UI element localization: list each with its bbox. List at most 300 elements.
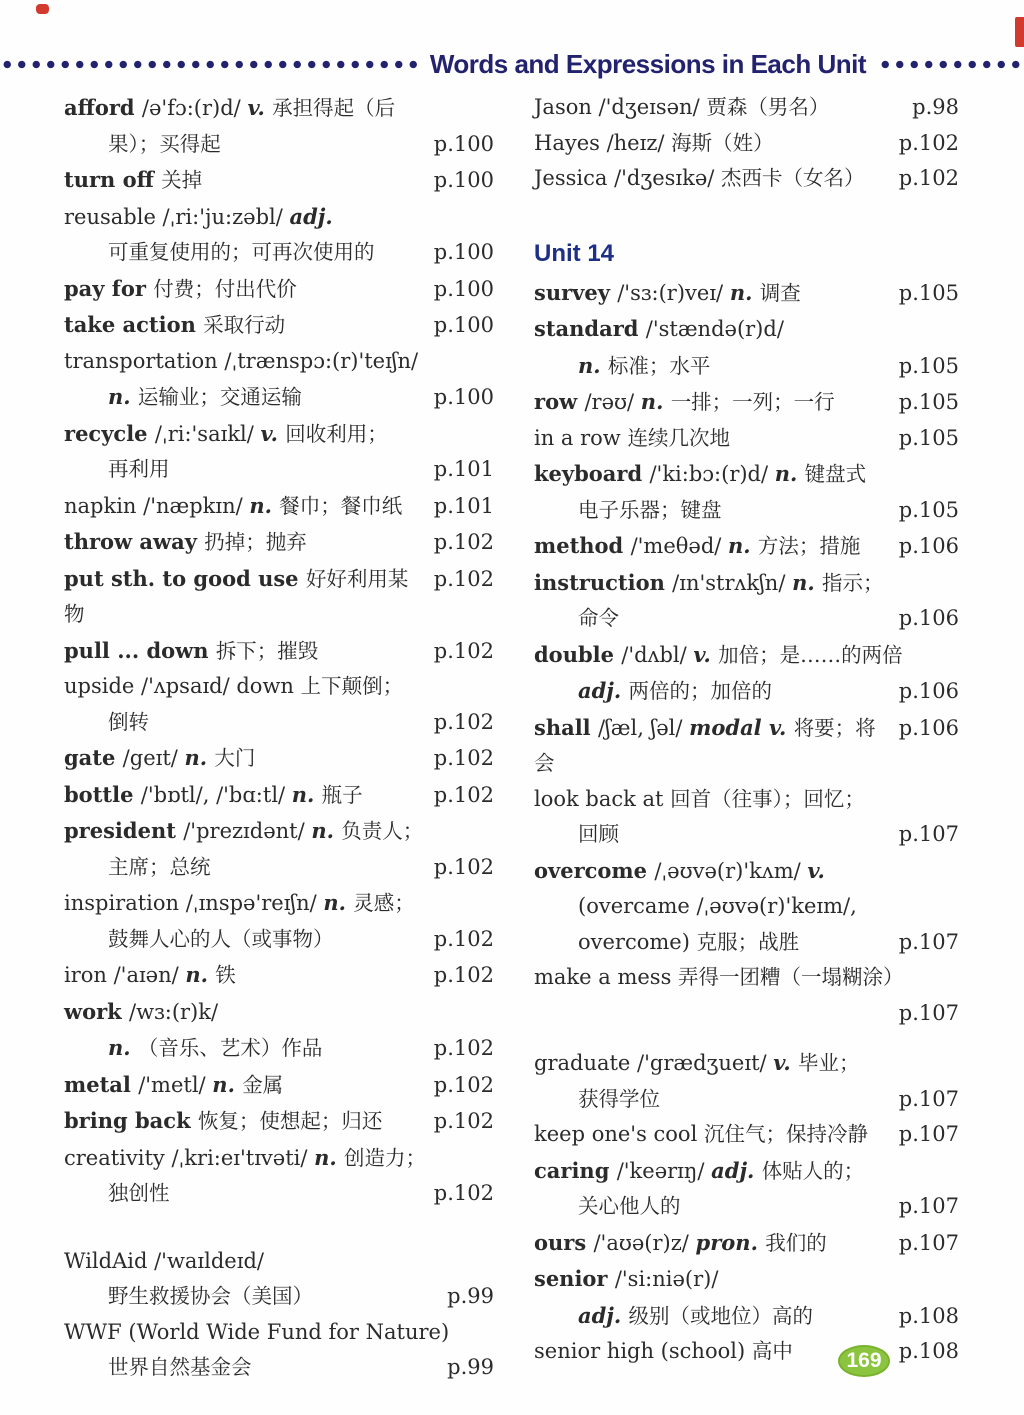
- chinese-gloss: 负责人；: [341, 819, 424, 843]
- entry-line: [64, 1244, 494, 1280]
- pos-label: n.: [184, 745, 215, 770]
- headword: throw away: [64, 529, 205, 554]
- headword: president: [64, 818, 184, 843]
- entry-line: [534, 1298, 959, 1335]
- page-ref: p.107: [898, 1194, 959, 1218]
- entry-content: [534, 493, 893, 529]
- page-ref: p.106: [898, 534, 959, 558]
- headword: take action: [64, 312, 204, 337]
- entry-text: /'prezɪdənt/: [183, 819, 312, 843]
- entry-content: [534, 384, 893, 421]
- chinese-gloss: 级别（或地位）高的: [628, 1303, 814, 1328]
- entry-text: /ˌri:'saɪkl/: [154, 421, 261, 446]
- entry-line: [64, 235, 494, 271]
- entry-content: [64, 1244, 494, 1280]
- entry-text: /'stændə(r)d/: [645, 317, 784, 341]
- pos-label: adj.: [578, 1302, 629, 1328]
- chinese-gloss: （音乐、艺术）作品: [137, 1036, 323, 1060]
- entry-content: [64, 633, 428, 670]
- entry-content: [64, 416, 494, 453]
- entry-line: [64, 452, 494, 488]
- page-ref: p.100: [433, 168, 494, 192]
- pos-label: adj.: [289, 203, 333, 229]
- entry-line: [534, 710, 959, 782]
- chinese-gloss: 电子乐器；键盘: [578, 497, 722, 522]
- entry-line: [64, 633, 494, 670]
- entry-content: [64, 1350, 441, 1386]
- entry-line: [64, 885, 494, 922]
- entry-line: [64, 994, 494, 1031]
- pos-label: n.: [729, 279, 760, 305]
- pos-label: modal v.: [689, 714, 794, 740]
- chinese-gloss: 毕业；: [797, 1051, 860, 1075]
- entry-text: /'aʊə(r)z/: [593, 1230, 696, 1255]
- headword: gate: [64, 745, 123, 770]
- page-ref: p.101: [433, 493, 494, 518]
- chinese-gloss: 获得学位: [578, 1086, 660, 1111]
- entry-line: [534, 1045, 959, 1082]
- headword: pay for: [64, 275, 154, 301]
- page-ref: p.102: [433, 854, 494, 879]
- chinese-gloss: 运输业；交通运输: [137, 385, 302, 409]
- page-ref: p.102: [433, 746, 494, 770]
- entry-content: [64, 235, 428, 271]
- headword: senior: [534, 1266, 615, 1291]
- headword: row: [534, 389, 585, 414]
- chinese-gloss: 调查: [759, 280, 801, 305]
- entry-text: /'sɜ:(r)veɪ/: [617, 280, 730, 305]
- entry-content: [534, 565, 959, 602]
- page-ref: p.102: [433, 963, 494, 987]
- entry-text: WWF (World Wide Fund for Nature): [64, 1319, 450, 1344]
- pos-label: n.: [249, 492, 280, 518]
- entry-content: [534, 817, 893, 853]
- entry-content: [64, 1103, 428, 1140]
- headword: pull ... down: [64, 637, 216, 663]
- entry-text: /'dʌbl/: [621, 642, 694, 667]
- chinese-gloss: 创造力；: [344, 1145, 427, 1170]
- headword: standard: [534, 316, 646, 341]
- chinese-gloss: 承担得起（后: [272, 96, 396, 120]
- entry-line: [64, 1030, 494, 1067]
- headword: survey: [534, 279, 618, 305]
- page-ref: p.106: [898, 606, 959, 630]
- entry-content: [64, 452, 428, 488]
- chinese-gloss: 加倍；是……的两倍: [718, 642, 903, 667]
- entry-text: /ʃæl, ʃəl/: [597, 715, 690, 740]
- entry-content: [64, 957, 428, 994]
- entry-text: /ɪn'strʌkʃn/: [672, 570, 793, 595]
- chinese-gloss: 回顾: [578, 822, 619, 846]
- entry-line: [64, 379, 494, 416]
- entry-line: [534, 1153, 959, 1190]
- pos-label: n.: [728, 533, 758, 558]
- pos-label: n.: [792, 569, 822, 595]
- pos-label: v.: [693, 641, 719, 667]
- entry-line: [534, 565, 959, 602]
- entry-content: [64, 813, 494, 850]
- entry-content: [64, 488, 428, 525]
- chinese-gloss: 将要；将会: [534, 715, 876, 775]
- chinese-gloss: 键盘式: [804, 462, 867, 486]
- entry-text: /rəʊ/: [584, 390, 641, 414]
- pos-label: n.: [640, 389, 671, 414]
- red-scan-mark-left: [36, 4, 49, 14]
- entry-text: /geɪt/: [122, 746, 185, 770]
- page-ref: p.102: [433, 709, 494, 734]
- pos-label: n.: [311, 818, 342, 843]
- column-gap: [64, 1212, 494, 1244]
- headword: keyboard: [534, 461, 650, 486]
- page-ref: p.106: [898, 679, 959, 703]
- entry-line: [64, 90, 494, 127]
- entry-line: [534, 1334, 959, 1370]
- page-ref: p.108: [898, 1339, 959, 1363]
- entry-line: [64, 850, 494, 886]
- entry-text: Jessica /'dʒesɪkə/: [534, 166, 722, 190]
- entry-line: [64, 1103, 494, 1140]
- page-ref: p.102: [433, 926, 494, 951]
- entry-content: [64, 1176, 428, 1212]
- page-ref: p.107: [898, 929, 959, 954]
- page-title: Words and Expressions in Each Unit: [429, 48, 866, 79]
- headword: overcome: [534, 857, 655, 883]
- page-ref: p.105: [898, 390, 959, 414]
- entry-content: [64, 1030, 428, 1067]
- entry-content: [534, 1082, 893, 1118]
- entry-line: [534, 601, 959, 637]
- chinese-gloss: 拆下；摧毁: [215, 638, 319, 663]
- entry-content: [64, 885, 494, 922]
- page-ref: p.107: [898, 1122, 959, 1146]
- entry-content: [64, 1315, 494, 1351]
- chinese-gloss: 上下颠倒；: [300, 674, 404, 698]
- chinese-gloss: 贾森（男名）: [706, 95, 830, 119]
- entry-content: [534, 126, 893, 162]
- entry-content: [534, 1298, 893, 1335]
- page-ref: p.99: [447, 1355, 494, 1379]
- pos-label: n.: [185, 962, 216, 987]
- entry-line: [534, 996, 959, 1032]
- entry-content: [534, 1261, 959, 1298]
- entry-line: [534, 528, 959, 565]
- page-ref: p.100: [433, 131, 494, 156]
- entry-line: [534, 1082, 959, 1118]
- entry-content: [64, 271, 428, 308]
- entry-text: /ˌəʊvə(r)'kʌm/: [654, 858, 808, 883]
- chinese-gloss: 付费；付出代价: [153, 276, 297, 301]
- entry-text: (overcame /ˌəʊvə(r)'keɪm/,: [578, 894, 857, 918]
- page-ref: p.102: [433, 782, 494, 807]
- entry-content: [64, 379, 428, 416]
- chinese-gloss: 金属: [242, 1072, 284, 1097]
- entry-text: /'ki:bɔ:(r)d/: [649, 462, 775, 486]
- entry-content: [64, 1279, 441, 1315]
- chinese-gloss: 大门: [214, 746, 256, 770]
- page-ref: p.99: [447, 1284, 494, 1308]
- page-ref: p.100: [433, 276, 494, 301]
- entry-text: napkin /'næpkɪn/: [64, 493, 250, 518]
- entry-content: [534, 311, 959, 348]
- chinese-gloss: 果）；买得起: [108, 131, 221, 156]
- chinese-gloss: 独创性: [108, 1181, 170, 1205]
- entry-line: [64, 957, 494, 994]
- entry-line: [534, 275, 959, 312]
- entry-text: /'bɒtl/, /'bɑ:tl/: [140, 782, 292, 807]
- chinese-gloss: 再利用: [108, 457, 170, 481]
- entry-line: [534, 493, 959, 529]
- entry-line: [64, 271, 494, 308]
- chinese-gloss: 一排；一列；一行: [670, 390, 835, 414]
- chinese-gloss: 鼓舞人心的人（或事物）: [108, 926, 334, 951]
- header-dots-left: [0, 60, 418, 69]
- chinese-gloss: 瓶子: [321, 782, 363, 807]
- entry-line: [534, 673, 959, 710]
- page-ref: p.102: [433, 1036, 494, 1060]
- chinese-gloss: 两倍的；加倍的: [628, 679, 773, 703]
- chinese-gloss: 克服；战胜: [696, 929, 800, 954]
- pos-label: n.: [108, 384, 138, 409]
- entry-line: [64, 777, 494, 814]
- pos-label: adj.: [711, 1157, 762, 1183]
- pos-label: n.: [108, 1035, 138, 1060]
- entry-line: [534, 637, 959, 674]
- pos-label: pron.: [695, 1229, 766, 1255]
- pos-label: adj.: [578, 678, 629, 703]
- entry-content: [534, 1225, 893, 1262]
- pos-label: n.: [774, 461, 805, 486]
- chinese-gloss: 铁: [215, 963, 236, 987]
- entry-text: /'meθəd/: [630, 534, 729, 558]
- entry-text: keep one's cool: [534, 1122, 704, 1146]
- column-gap: [534, 1031, 959, 1045]
- entry-content: [534, 1153, 959, 1190]
- entry-line: [534, 421, 959, 457]
- entry-text: creativity /ˌkri:eɪ'tɪvəti/: [64, 1145, 315, 1170]
- page-ref: p.108: [898, 1303, 959, 1328]
- headword: shall: [534, 714, 598, 740]
- chinese-gloss: 恢复；使想起；归还: [197, 1109, 383, 1133]
- entry-content: [64, 127, 428, 163]
- entry-line: [534, 889, 959, 925]
- page-ref: p.102: [898, 130, 959, 155]
- entry-line: [64, 561, 494, 633]
- entry-content: [534, 348, 893, 385]
- entry-line: [64, 416, 494, 453]
- entry-line: [64, 1067, 494, 1104]
- page-ref: p.102: [433, 1109, 494, 1133]
- entry-content: [64, 561, 428, 633]
- page-ref: p.100: [433, 240, 494, 264]
- entry-content: [534, 1045, 959, 1082]
- chinese-gloss: 方法；措施: [757, 534, 861, 558]
- page-ref: p.105: [898, 425, 959, 450]
- right-column: [534, 90, 959, 1370]
- chinese-gloss: 弄得一团糟（一塌糊涂）: [678, 965, 904, 989]
- headword: metal: [64, 1071, 139, 1097]
- entry-line: [64, 705, 494, 741]
- entry-line: [64, 344, 494, 380]
- entry-line: [534, 348, 959, 385]
- entry-text: Jason /'dʒeɪsən/: [534, 95, 707, 119]
- pos-label: n.: [212, 1071, 243, 1097]
- entry-content: [64, 524, 428, 561]
- chinese-gloss: 餐巾；餐巾纸: [279, 493, 403, 518]
- entry-content: [64, 1140, 494, 1177]
- headword: instruction: [534, 569, 673, 595]
- entry-content: [534, 528, 893, 565]
- page-ref: p.107: [898, 1000, 959, 1025]
- entry-text: in a row: [534, 425, 628, 450]
- entry-text: inspiration /ˌɪnspə'reɪʃn/: [64, 891, 324, 915]
- chinese-gloss: 可重复使用的；可再次使用的: [108, 240, 375, 264]
- chinese-gloss: 世界自然基金会: [108, 1355, 252, 1379]
- entry-line: [534, 90, 959, 126]
- entry-text: /wɜ:(r)k/: [129, 999, 219, 1024]
- headword: turn off: [64, 167, 162, 192]
- entry-line: [534, 456, 959, 493]
- pos-label: n.: [323, 890, 354, 915]
- page-ref: p.98: [912, 95, 959, 119]
- chinese-gloss: 倒转: [108, 709, 149, 734]
- entry-line: [534, 126, 959, 162]
- chinese-gloss: 标准；水平: [607, 353, 711, 378]
- entry-content: [534, 456, 959, 493]
- entry-content: [534, 1117, 893, 1153]
- entry-content: [64, 850, 428, 886]
- chinese-gloss: 我们的: [765, 1230, 827, 1255]
- chinese-gloss: 回首（往事）；回忆；: [670, 786, 865, 811]
- entry-content: [64, 669, 494, 705]
- chinese-gloss: 连续几次地: [627, 425, 730, 450]
- chinese-gloss: 采取行动: [203, 313, 286, 337]
- entry-content: [534, 421, 893, 457]
- entry-line: [64, 1279, 494, 1315]
- entry-content: [534, 960, 959, 996]
- pos-label: v.: [807, 857, 825, 883]
- entry-line: [64, 488, 494, 525]
- entry-line: [64, 1350, 494, 1386]
- chinese-gloss: 关心他人的: [578, 1194, 681, 1218]
- entry-content: [64, 1067, 428, 1104]
- entry-content: [534, 710, 893, 782]
- entry-text: transportation /ˌtrænspɔ:(r)'teɪʃn/: [64, 348, 419, 373]
- page-ref: p.100: [433, 385, 494, 409]
- entry-line: [534, 1261, 959, 1298]
- page-ref: p.102: [433, 1181, 494, 1205]
- entry-text: Hayes /heɪz/: [534, 130, 672, 155]
- entry-line: [64, 199, 494, 236]
- headword: double: [534, 641, 622, 667]
- chinese-gloss: 关掉: [161, 168, 203, 192]
- entry-line: [64, 307, 494, 344]
- entry-line: [64, 922, 494, 958]
- pos-label: v.: [773, 1050, 798, 1075]
- headword: afford: [64, 95, 142, 120]
- entry-text: upside /'ʌpsaɪd/ down: [64, 674, 301, 698]
- entry-text: iron /'aɪən/: [64, 963, 186, 987]
- entry-line: [534, 853, 959, 890]
- entry-content: [64, 344, 494, 380]
- headword: ours: [534, 1229, 594, 1255]
- entry-text: look back at: [534, 786, 671, 811]
- page-ref: p.105: [898, 497, 959, 522]
- entry-content: [534, 782, 959, 818]
- page-number-badge: 169: [838, 1345, 890, 1377]
- chinese-gloss: 体贴人的；: [761, 1158, 865, 1183]
- entry-line: [534, 782, 959, 818]
- chinese-gloss: 野生救援协会（美国）: [108, 1284, 313, 1308]
- chinese-gloss: 扔掉；抛弃: [204, 530, 307, 554]
- entry-content: [64, 777, 428, 814]
- page-ref: p.107: [898, 1230, 959, 1255]
- entry-line: [64, 669, 494, 705]
- entry-line: [64, 740, 494, 777]
- headword: recycle: [64, 420, 155, 446]
- chinese-gloss: 回收利用；: [285, 421, 388, 446]
- pos-label: n.: [314, 1144, 345, 1170]
- entry-line: [64, 1315, 494, 1351]
- entry-content: [534, 673, 893, 710]
- entry-content: [534, 889, 959, 925]
- entry-text: reusable /ˌri:'ju:zəbl/: [64, 204, 290, 229]
- entry-content: [64, 994, 494, 1031]
- chinese-gloss: 指示；: [821, 570, 884, 595]
- page-ref: p.106: [898, 715, 959, 740]
- page-ref: p.107: [898, 822, 959, 846]
- entry-text: overcome): [578, 929, 697, 954]
- entry-content: [64, 90, 494, 127]
- entry-content: [64, 922, 428, 958]
- chinese-gloss: 沉住气；保持冷静: [703, 1122, 868, 1146]
- page-ref: p.100: [433, 313, 494, 337]
- entry-content: [534, 853, 959, 890]
- page-ref: p.102: [433, 566, 494, 591]
- entry-line: [534, 161, 959, 197]
- entry-line: [64, 162, 494, 199]
- entry-text: make a mess: [534, 965, 679, 989]
- red-scan-mark-right: [1015, 17, 1024, 47]
- entry-content: [534, 637, 959, 674]
- entry-line: [64, 1176, 494, 1212]
- entry-line: [64, 127, 494, 163]
- entry-line: [534, 384, 959, 421]
- column-gap: [534, 197, 959, 233]
- entry-line: [534, 1117, 959, 1153]
- entry-line: [534, 925, 959, 961]
- headword: caring: [534, 1157, 617, 1183]
- chinese-gloss: 命令: [578, 606, 619, 630]
- entry-content: [534, 1189, 893, 1225]
- entry-line: [64, 524, 494, 561]
- entry-text: graduate /'grædʒueɪt/: [534, 1051, 774, 1075]
- page-ref: p.102: [433, 638, 494, 663]
- page-ref: p.101: [433, 457, 494, 481]
- chinese-gloss: 灵感；: [353, 891, 415, 915]
- entry-content: [534, 161, 893, 197]
- chinese-gloss: 好好利用某物: [64, 566, 409, 626]
- chinese-gloss: 高中: [751, 1339, 793, 1363]
- entry-text: /'keərɪŋ/: [616, 1158, 712, 1183]
- entry-line: [534, 960, 959, 996]
- entry-line: [534, 817, 959, 853]
- headword: bottle: [64, 781, 141, 807]
- entry-content: [534, 925, 893, 961]
- entry-text: /'si:niə(r)/: [614, 1267, 719, 1291]
- page-ref: p.105: [898, 280, 959, 305]
- entry-text: WildAid /'waɪldeɪd/: [64, 1248, 264, 1273]
- pos-label: v.: [247, 95, 273, 120]
